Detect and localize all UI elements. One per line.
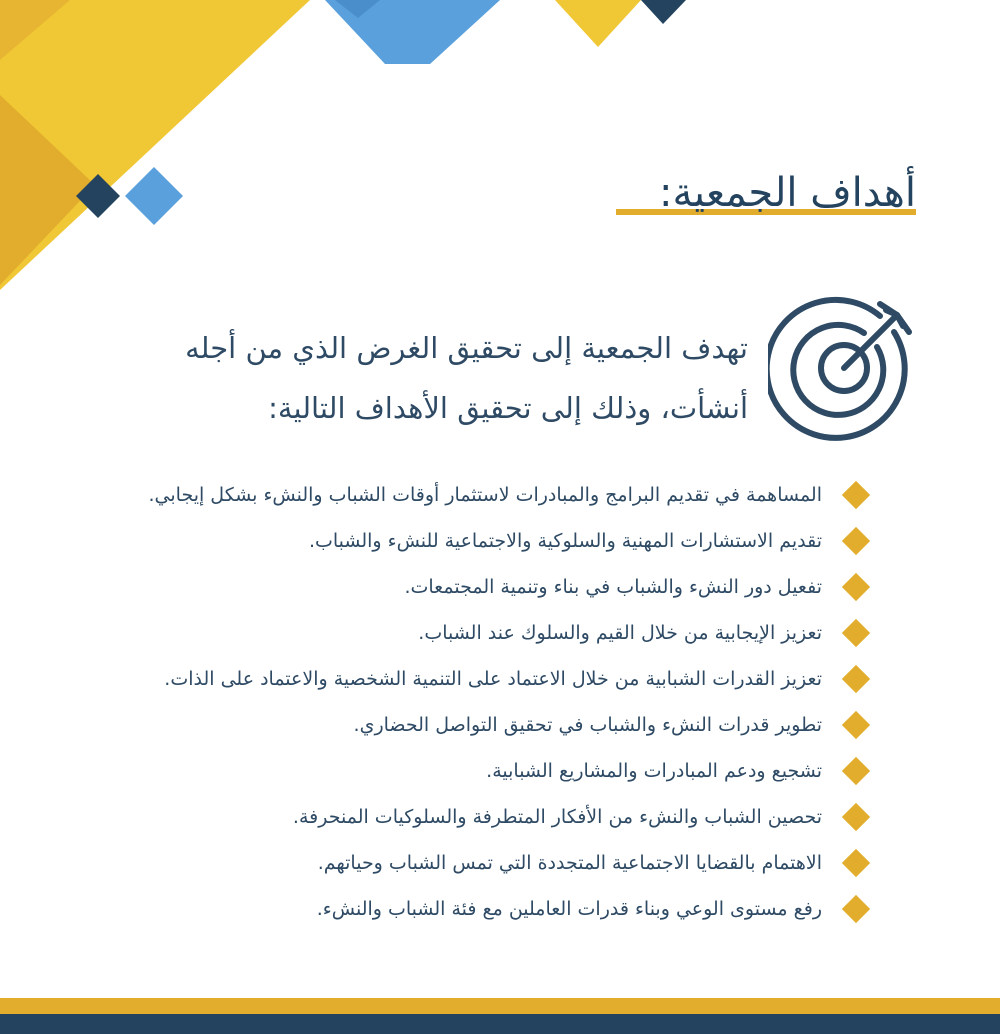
diamond-bullet-icon	[842, 757, 870, 785]
goal-text: تعزيز القدرات الشبابية من خلال الاعتماد على التنمية الشخصية والاعتماد على الذات.	[164, 668, 822, 690]
goal-item	[0, 656, 1000, 702]
diamond-bullet-icon	[842, 849, 870, 877]
goal-text: تحصين الشباب والنشء من الأفكار المتطرفة والسلوكيات المنحرفة.	[292, 806, 822, 828]
goal-text: تفعيل دور النشء والشباب في بناء وتنمية المجتمعات.	[404, 576, 822, 598]
goal-item	[0, 564, 1000, 610]
footer-gold-bar	[0, 998, 1000, 1014]
goals-list	[0, 472, 1000, 932]
yellow-diamond-top	[555, 0, 641, 47]
goal-text: تشجيع ودعم المبادرات والمشاريع الشبابية.	[486, 760, 822, 782]
goal-item	[0, 886, 1000, 932]
intro-paragraph: تهدف الجمعية إلى تحقيق الغرض الذي من أجله أنشأت، وذلك إلى تحقيق الأهداف التالية:	[185, 331, 748, 425]
goal-text: تقديم الاستشارات المهنية والسلوكية والاجتماعية للنشء والشباب.	[308, 530, 822, 552]
diamond-bullet-icon	[842, 573, 870, 601]
diamond-bullet-icon	[842, 527, 870, 555]
goal-text: تعزيز الإيجابية من خلال القيم والسلوك عند الشباب.	[418, 622, 822, 644]
diamond-bullet-icon	[842, 665, 870, 693]
goal-item	[0, 610, 1000, 656]
diamond-bullet-icon	[842, 711, 870, 739]
decorative-shapes	[0, 0, 1000, 300]
goal-item	[0, 518, 1000, 564]
goal-text: رفع مستوى الوعي وبناء قدرات العاملين مع فئة الشباب والنشء.	[316, 898, 822, 920]
goal-text: الاهتمام بالقضايا الاجتماعية المتجددة التي تمس الشباب وحياتهم.	[317, 852, 822, 874]
diamond-bullet-icon	[842, 895, 870, 923]
goal-item	[0, 794, 1000, 840]
diamond-bullet-icon	[842, 481, 870, 509]
corner-yellow-triangle	[0, 0, 310, 290]
goal-item	[0, 840, 1000, 886]
page-title: أهداف الجمعية:	[658, 170, 916, 216]
diamond-bullet-icon	[842, 803, 870, 831]
goal-text: المساهمة في تقديم البرامج والمبادرات لاستثمار أوقات الشباب والنشء بشكل إيجابي.	[148, 484, 822, 506]
goal-item	[0, 472, 1000, 518]
goal-text: تطوير قدرات النشء والشباب في تحقيق التواصل الحضاري.	[353, 714, 822, 736]
footer-navy-bar	[0, 1014, 1000, 1034]
navy-diamond-top	[641, 0, 686, 24]
goal-item	[0, 702, 1000, 748]
target-with-arrow-icon	[768, 292, 920, 444]
diamond-bullet-icon	[842, 619, 870, 647]
blue-diamond-small	[125, 167, 183, 225]
goal-item	[0, 748, 1000, 794]
